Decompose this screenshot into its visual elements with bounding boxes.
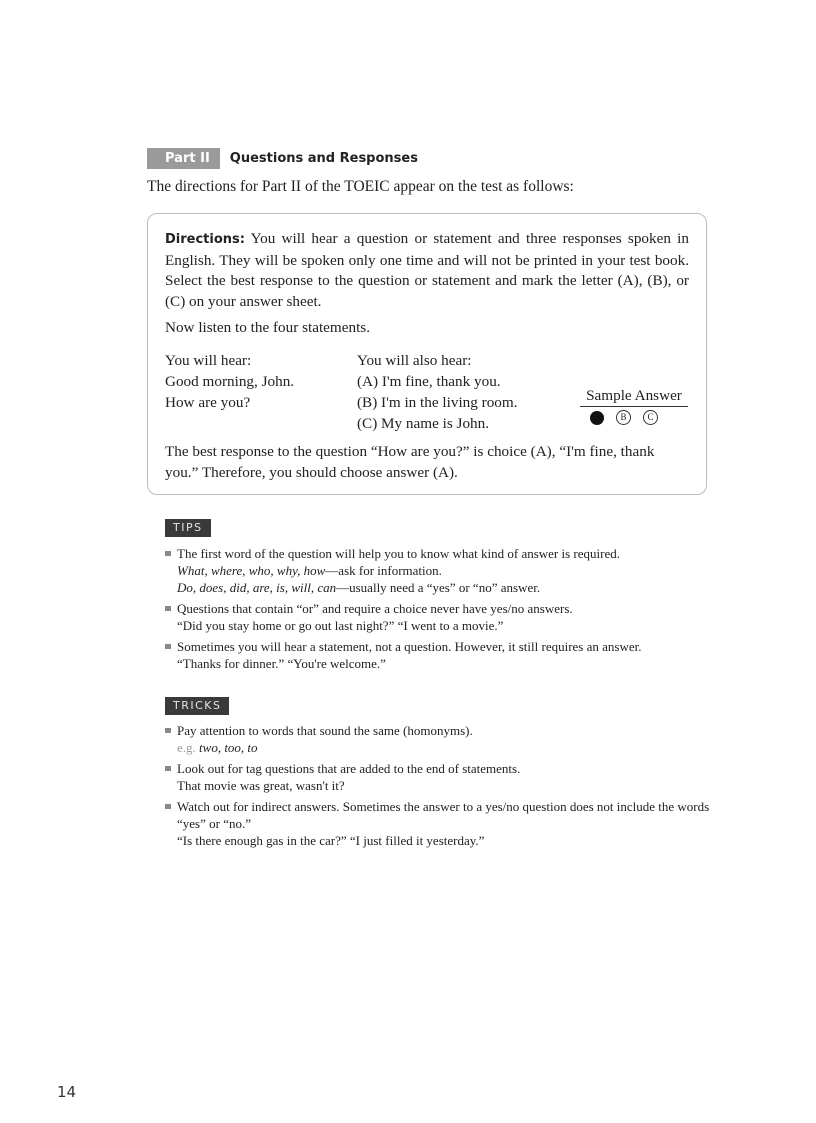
tip-example: “Thanks for dinner.” “You're welcome.”: [177, 656, 386, 671]
best-response-text: The best response to the question “How are you?” is choice (A), “I'm fine, thank you.” Therefore, you should choose answer (A).: [165, 443, 655, 481]
sample-answer-label: Sample Answer: [580, 386, 688, 407]
tricks-list: [165, 722, 725, 849]
choice-c: (C) My name is John.: [357, 415, 490, 432]
choice-b: (B) I'm in the living room.: [357, 394, 518, 411]
listen-instruction: Now listen to the four statements.: [165, 319, 370, 336]
you-will-hear-column: [165, 350, 294, 413]
col1-line: Good morning, John.: [165, 373, 295, 390]
tip-item: [165, 638, 725, 672]
tip-example: What, where, who, why, how—ask for information.: [177, 563, 442, 578]
tricks-label: TRICKS: [165, 697, 229, 715]
intro-text: The directions for Part II of the TOEIC appear on the test as follows:: [147, 178, 574, 195]
tips-label: TIPS: [165, 519, 211, 537]
directions-text: [165, 229, 689, 312]
you-will-also-hear-column: [357, 350, 518, 434]
trick-example: That movie was great, wasn't it?: [177, 778, 345, 793]
filled-bubble-a: [590, 411, 604, 425]
part-title: Questions and Responses: [229, 151, 418, 166]
bubble-b: B: [616, 410, 631, 425]
tip-example: “Did you stay home or go out last night?” “I went to a movie.”: [177, 618, 504, 633]
part-badge: Part II: [147, 148, 220, 169]
trick-example: “Is there enough gas in the car?” “I just filled it yesterday.”: [177, 833, 485, 848]
trick-text: Pay attention to words that sound the same (homonyms).: [177, 723, 473, 738]
trick-item: [165, 722, 725, 756]
directions-label: Directions:: [165, 232, 245, 247]
tip-text: Questions that contain “or” and require a choice never have yes/no answers.: [177, 601, 573, 616]
tip-text: The first word of the question will help you to know what kind of answer is required.: [177, 546, 620, 561]
trick-text: Look out for tag questions that are added to the end of statements.: [177, 761, 521, 776]
page-number: 14: [57, 1083, 77, 1101]
col1-line: You will hear:: [165, 352, 252, 369]
tip-item: [165, 545, 725, 596]
bubble-c: C: [643, 410, 658, 425]
choice-a: (A) I'm fine, thank you.: [357, 373, 501, 390]
trick-text: Watch out for indirect answers. Sometimes the answer to a yes/no question does not include the words “yes” or “no.”: [177, 799, 710, 831]
sample-answer-bubbles: [590, 410, 658, 425]
trick-item: [165, 760, 725, 794]
tip-item: [165, 600, 725, 634]
col1-line: How are you?: [165, 394, 251, 411]
tips-list: [165, 545, 725, 672]
part-header: [147, 148, 418, 169]
directions-body: You will hear a question or statement and three responses spoken in English. They will be spoken only one time and will not be printed in your test book. Select the best response to the question or statement and mark the letter (A), (B), or (C) on your answer sheet.: [165, 230, 689, 310]
tip-example: Do, does, did, are, is, will, can—usually need a “yes” or “no” answer.: [177, 580, 541, 595]
trick-example: e.g. two, too, to: [177, 740, 258, 755]
col2-line: You will also hear:: [357, 352, 472, 369]
tip-text: Sometimes you will hear a statement, not a question. However, it still requires an answer.: [177, 639, 642, 654]
trick-item: [165, 798, 725, 849]
